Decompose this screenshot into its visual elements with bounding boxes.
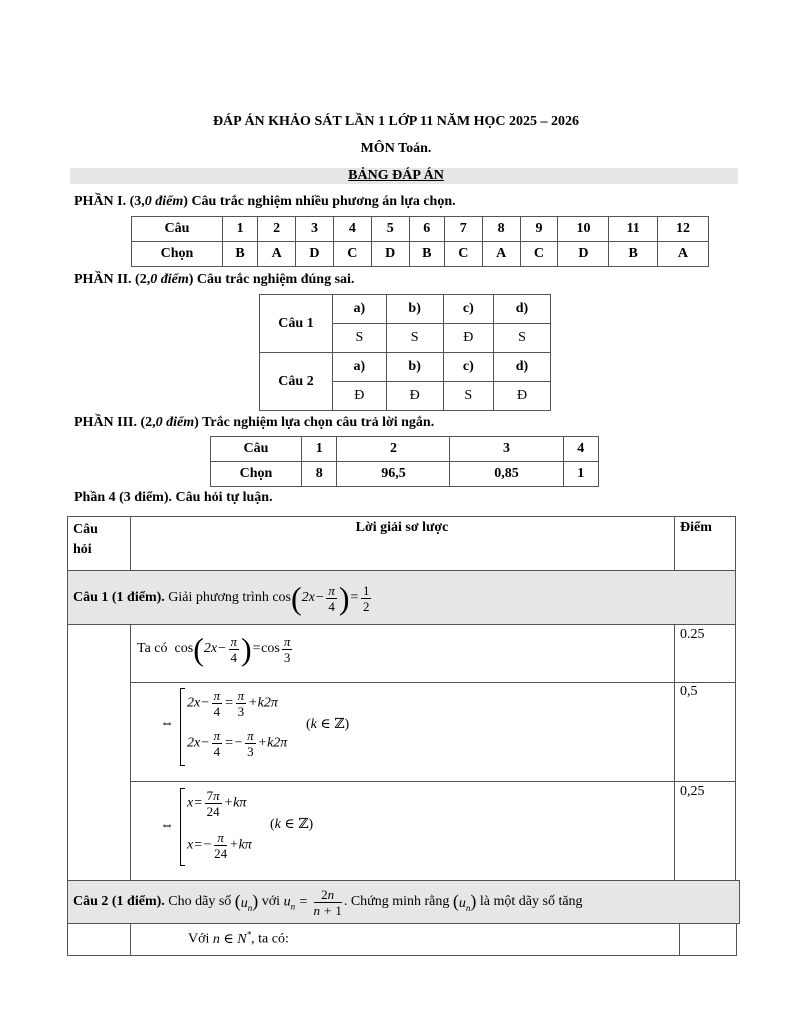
q1-step1 bbox=[137, 628, 294, 670]
table-border bbox=[739, 880, 740, 924]
part2-suffix: ) Câu trắc nghiệm đúng sai. bbox=[188, 272, 355, 287]
table-border bbox=[736, 923, 737, 956]
part2-option: a) bbox=[333, 295, 387, 324]
part2-q2-answer: S bbox=[443, 382, 493, 411]
col-question-l2: hỏi bbox=[73, 542, 92, 557]
q2-title-label: Câu 2 (1 điểm). bbox=[73, 894, 165, 909]
part1-a: B bbox=[223, 242, 258, 267]
q1-step1-equation: cos(2x− $\frac{\pi}{4}$ )=cos $\frac{\pi}{3}$ bbox=[174, 631, 291, 667]
part1-heading bbox=[74, 194, 456, 210]
q2-formula: $u_n$ = $\frac{2n}{n + 1}$ bbox=[283, 886, 342, 918]
q2-step1-prefix: Với bbox=[188, 931, 210, 947]
part1-q: 6 bbox=[409, 217, 444, 242]
part1-table bbox=[131, 216, 709, 267]
table-border bbox=[674, 624, 675, 880]
part3-points: 0 điểm bbox=[155, 415, 195, 430]
part1-q: 7 bbox=[444, 217, 482, 242]
part1-question-row bbox=[132, 217, 709, 242]
part2-prefix: PHẦN II. (2, bbox=[74, 272, 151, 287]
q2-title-text2: với bbox=[261, 894, 281, 909]
q2-title-text3: . Chứng minh rằng bbox=[343, 894, 450, 909]
part2-option: b) bbox=[386, 295, 443, 324]
q1-step3-points: 0,25 bbox=[680, 784, 705, 799]
table-border bbox=[67, 516, 68, 956]
q1-step3-line2: x=− $\frac{\pi}{24}$ +kπ bbox=[187, 830, 252, 861]
q1-step1-prefix: Ta có bbox=[137, 641, 168, 656]
part1-suffix: ) Câu trắc nghiệm nhiều phương án lựa chọn. bbox=[183, 194, 456, 209]
part1-q: 10 bbox=[558, 217, 609, 242]
table-border bbox=[130, 624, 131, 880]
table-border bbox=[130, 682, 736, 683]
part1-q: 8 bbox=[482, 217, 520, 242]
part3-answer-row bbox=[211, 462, 599, 487]
q1-step2-points: 0,5 bbox=[680, 684, 698, 699]
part1-q: 9 bbox=[520, 217, 558, 242]
part2-option: c) bbox=[443, 353, 493, 382]
q1-step3-line1: x= $\frac{7\pi}{24}$ +kπ bbox=[187, 788, 247, 819]
part1-q: 4 bbox=[333, 217, 371, 242]
part1-a: A bbox=[258, 242, 296, 267]
part3-a: 8 bbox=[302, 462, 337, 487]
part3-a: 1 bbox=[563, 462, 598, 487]
part1-a: A bbox=[482, 242, 520, 267]
part1-q: 5 bbox=[371, 217, 409, 242]
part3-q: 1 bbox=[302, 437, 337, 462]
equivalent-icon: ⇔ bbox=[160, 818, 174, 833]
part1-a: D bbox=[296, 242, 334, 267]
part1-a: A bbox=[657, 242, 708, 267]
part1-answer-row bbox=[132, 242, 709, 267]
q1-step2-line1: 2x− $\frac{\pi}{4}$ = $\frac{\pi}{3}$ +k2π bbox=[187, 688, 278, 719]
q1-step2-line2: 2x− $\frac{\pi}{4}$ =− $\frac{\pi}{3}$ +k2π bbox=[187, 728, 288, 759]
document-title: ĐÁP ÁN KHẢO SÁT LẦN 1 LỚP 11 NĂM HỌC 2025 – 2026 bbox=[212, 114, 580, 129]
part1-label-question: Câu bbox=[132, 217, 223, 242]
q2-step1-condition: n ∈ N* bbox=[212, 929, 252, 947]
part2-q1-answer: S bbox=[333, 324, 387, 353]
part3-q: 2 bbox=[337, 437, 450, 462]
part2-option: d) bbox=[494, 295, 551, 324]
part1-q: 1 bbox=[223, 217, 258, 242]
part3-a: 0,85 bbox=[450, 462, 563, 487]
q2-step1 bbox=[188, 929, 289, 948]
q2-title-text1: Cho dãy số bbox=[168, 894, 232, 909]
table-border bbox=[130, 781, 736, 782]
part2-q2-answer: Đ bbox=[333, 382, 387, 411]
part1-points: 0 điểm bbox=[144, 194, 184, 209]
q2-title-text4: là một dãy số tăng bbox=[479, 894, 583, 909]
q1-title-text: Giải phương trình bbox=[168, 590, 269, 605]
part1-prefix: PHẦN I. (3, bbox=[74, 194, 145, 209]
part1-a: B bbox=[609, 242, 657, 267]
part2-option: a) bbox=[333, 353, 387, 382]
part4-heading: Phần 4 (3 điểm). Câu hỏi tự luận. bbox=[74, 490, 273, 505]
part3-q: 3 bbox=[450, 437, 563, 462]
part2-q2-label: Câu 2 bbox=[260, 353, 333, 411]
part1-a: C bbox=[520, 242, 558, 267]
q2-sequence: $(u_n)$ bbox=[452, 891, 477, 913]
equivalent-icon: ⇔ bbox=[160, 716, 174, 731]
system-bracket bbox=[180, 688, 185, 766]
part3-suffix: ) Trắc nghiệm lựa chọn câu trả lời ngắn. bbox=[194, 415, 435, 430]
q1-equation: cos(2x− $\frac{\pi}{4}$ )= $\frac{1}{2}$ bbox=[272, 580, 370, 616]
col-solution-header: Lời giải sơ lược bbox=[355, 520, 449, 535]
table-border bbox=[674, 516, 675, 570]
part3-prefix: PHẦN III. (2, bbox=[74, 415, 156, 430]
q2-sequence: $(u_n)$ bbox=[234, 891, 259, 913]
subject-title: MÔN Toán. bbox=[360, 141, 432, 156]
table-border bbox=[67, 923, 740, 924]
q2-step1-suffix: , ta có: bbox=[251, 931, 289, 947]
part2-q2-answer: Đ bbox=[386, 382, 443, 411]
part2-q1-label: Câu 1 bbox=[260, 295, 333, 353]
col-points-header: Điểm bbox=[680, 520, 712, 535]
col-question-l1: Câu bbox=[73, 522, 98, 537]
part2-q1-answer: S bbox=[494, 324, 551, 353]
part1-q: 11 bbox=[609, 217, 657, 242]
part1-q: 12 bbox=[657, 217, 708, 242]
part3-table bbox=[210, 436, 599, 487]
part2-q1-answer: Đ bbox=[443, 324, 493, 353]
table-border bbox=[67, 880, 740, 881]
table-border bbox=[67, 955, 737, 956]
part1-q: 2 bbox=[258, 217, 296, 242]
part2-table bbox=[259, 294, 551, 411]
part2-option: d) bbox=[494, 353, 551, 382]
q1-title bbox=[73, 578, 373, 618]
q2-title bbox=[73, 882, 583, 922]
part1-a: D bbox=[371, 242, 409, 267]
part3-label-question: Câu bbox=[211, 437, 302, 462]
table-border bbox=[679, 923, 680, 956]
part1-q: 3 bbox=[296, 217, 334, 242]
part1-a: B bbox=[409, 242, 444, 267]
part3-label-answer: Chọn bbox=[211, 462, 302, 487]
part2-row bbox=[260, 353, 551, 382]
part3-a: 96,5 bbox=[337, 462, 450, 487]
part3-q: 4 bbox=[563, 437, 598, 462]
part1-a: D bbox=[558, 242, 609, 267]
part2-option: c) bbox=[443, 295, 493, 324]
answer-key-heading: BẢNG ĐÁP ÁN bbox=[348, 168, 444, 183]
part2-option: b) bbox=[386, 353, 443, 382]
table-border bbox=[67, 570, 736, 571]
part2-heading bbox=[74, 272, 354, 288]
part2-points: 0 điểm bbox=[150, 272, 189, 287]
q1-title-label: Câu 1 (1 điểm). bbox=[73, 590, 165, 605]
part2-row bbox=[260, 295, 551, 324]
system-bracket bbox=[180, 788, 185, 866]
part2-q1-answer: S bbox=[386, 324, 443, 353]
part1-a: C bbox=[333, 242, 371, 267]
part1-label-answer: Chọn bbox=[132, 242, 223, 267]
col-question-header bbox=[73, 520, 98, 560]
part2-q2-answer: Đ bbox=[494, 382, 551, 411]
q1-step2-condition: (k ∈ ℤ) bbox=[306, 717, 350, 732]
part3-heading bbox=[74, 415, 434, 431]
q1-step3-condition: (k ∈ ℤ) bbox=[270, 817, 314, 832]
table-border bbox=[67, 516, 736, 517]
table-border bbox=[67, 624, 736, 625]
table-border bbox=[130, 923, 131, 956]
q1-step1-points: 0.25 bbox=[680, 627, 705, 642]
part1-a: C bbox=[444, 242, 482, 267]
part3-question-row bbox=[211, 437, 599, 462]
